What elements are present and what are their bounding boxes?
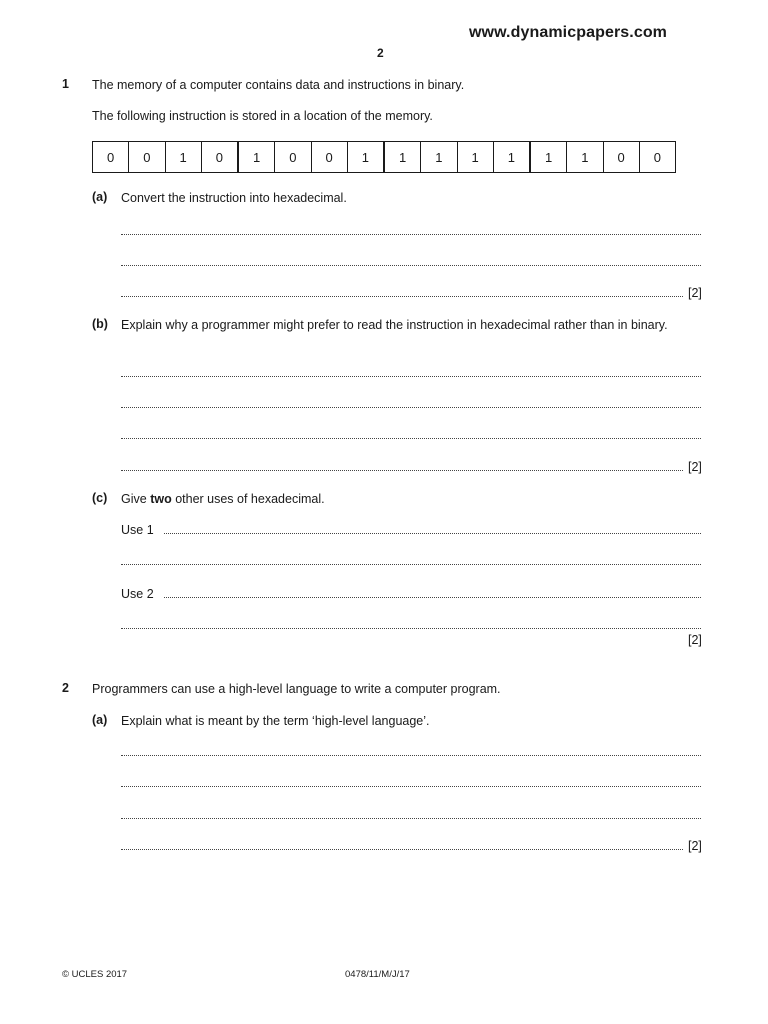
bit-cell: 1: [531, 142, 567, 172]
bit-cell: 0: [93, 142, 129, 172]
question-2-number: 2: [62, 681, 69, 695]
bit-cell: 1: [567, 142, 603, 172]
answer-line[interactable]: [121, 224, 701, 235]
part-2a-text: Explain what is meant by the term ‘high-level language’.: [121, 714, 430, 728]
page-number: 2: [377, 46, 384, 60]
bit-cell: 0: [202, 142, 239, 172]
use-2-label: Use 2: [121, 587, 154, 601]
bit-cell: 1: [385, 142, 421, 172]
answer-line[interactable]: [121, 808, 701, 819]
binary-instruction-box: [92, 141, 676, 173]
answer-line[interactable]: [121, 618, 701, 629]
bit-cell: 1: [166, 142, 202, 172]
question-1-number: 1: [62, 77, 69, 91]
marks-1a: [2]: [688, 286, 702, 300]
answer-line[interactable]: [121, 839, 683, 850]
bit-cell: 0: [604, 142, 640, 172]
use-2-answer-line[interactable]: [164, 587, 701, 598]
question-1-stored: The following instruction is stored in a location of the memory.: [92, 109, 433, 123]
part-1c-text-bold: two: [150, 492, 172, 506]
bit-cell: 0: [312, 142, 348, 172]
footer-copyright: © UCLES 2017: [62, 969, 128, 980]
question-1-intro: The memory of a computer contains data and instructions in binary.: [92, 78, 465, 92]
part-1c-text-post: other uses of hexadecimal.: [171, 492, 325, 506]
footer-paper-code: 0478/11/M/J/17: [345, 969, 410, 980]
part-1a-text: Convert the instruction into hexadecimal.: [121, 191, 347, 205]
answer-line[interactable]: [121, 776, 701, 787]
watermark: www.dynamicpapers.com: [469, 24, 668, 41]
question-2-intro: Programmers can use a high-level language to write a computer program.: [92, 682, 501, 696]
answer-line[interactable]: [121, 366, 701, 377]
bit-cell: 1: [421, 142, 457, 172]
part-1c-text: [121, 491, 325, 507]
part-2a-label: (a): [92, 713, 108, 727]
answer-line[interactable]: [121, 397, 701, 408]
answer-line[interactable]: [121, 460, 683, 471]
marks-2a: [2]: [688, 839, 702, 853]
part-1a-label: (a): [92, 190, 108, 204]
use-1-answer-line[interactable]: [164, 523, 701, 534]
marks-1c: [2]: [688, 633, 702, 647]
bit-cell: 0: [129, 142, 165, 172]
marks-1b: [2]: [688, 460, 702, 474]
answer-line[interactable]: [121, 554, 701, 565]
bit-cell: 0: [653, 149, 661, 165]
part-1c-label: (c): [92, 491, 108, 505]
bit-cell: 1: [458, 142, 494, 172]
answer-line[interactable]: [121, 428, 701, 439]
answer-line[interactable]: [121, 255, 701, 266]
answer-line[interactable]: [121, 286, 683, 297]
bit-cell: 1: [239, 142, 275, 172]
bit-cell: 0: [275, 142, 311, 172]
use-1-label: Use 1: [121, 523, 154, 537]
part-1b-label: (b): [92, 317, 108, 331]
part-1b-text: Explain why a programmer might prefer to read the instruction in hexadecimal rather than in binary.: [121, 318, 668, 332]
bit-cell: 1: [348, 142, 385, 172]
answer-line[interactable]: [121, 745, 701, 756]
bit-cell: 1: [494, 142, 531, 172]
part-1c-text-pre: Give: [121, 492, 151, 506]
